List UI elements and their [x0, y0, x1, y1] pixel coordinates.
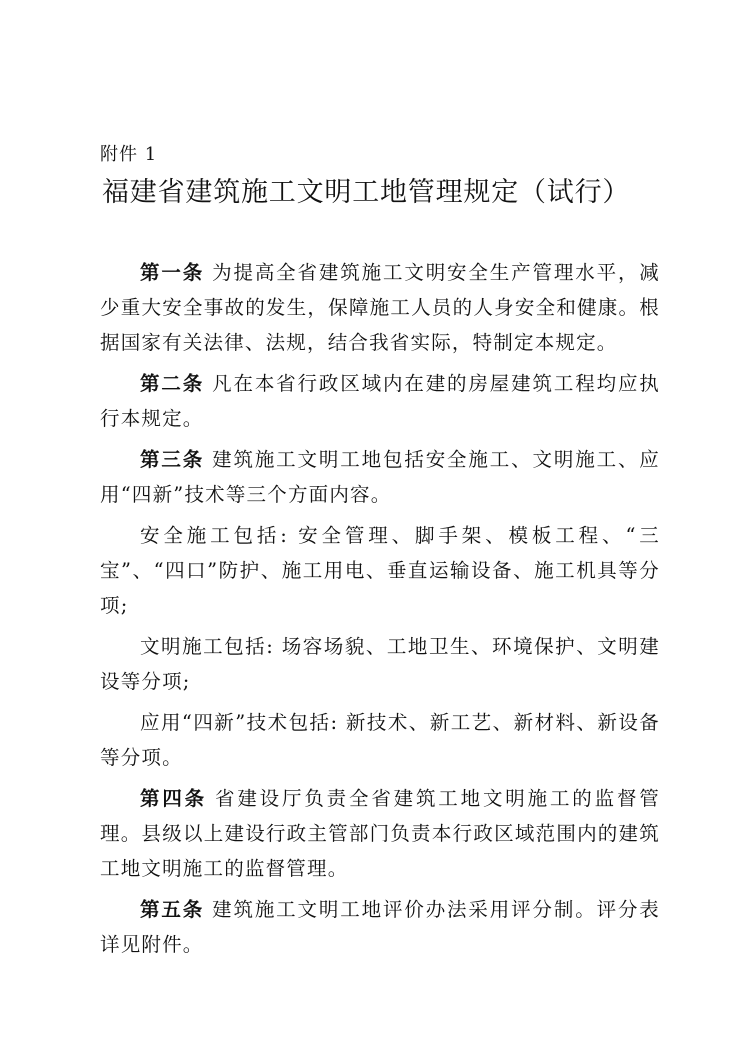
- article-4-label: 第四条: [140, 787, 207, 810]
- article-3-label: 第三条: [140, 448, 205, 471]
- article-1-text: 为提高全省建筑施工文明安全生产管理水平，减少重大安全事故的发生，保障施工人员的人身安全和健康。根据国家有关法律、法规，结合我省实际，特制定本规定。: [100, 261, 661, 354]
- article-2-text: 凡在本省行政区域内在建的房屋建筑工程均应执行本规定。: [100, 372, 661, 430]
- article-3-text: 建筑施工文明工地包括安全施工、文明施工、应用“四新”技术等三个方面内容。: [100, 448, 661, 506]
- sub-item-safety: 安全施工包括: 安全管理、脚手架、模板工程、“三宝”、“四口”防护、施工用电、垂直运输设备、施工机具等分项;: [100, 524, 660, 617]
- document-body: [100, 255, 660, 962]
- sub-item-civilized: 文明施工包括: 场容场貌、工地卫生、环境保护、文明建设等分项;: [100, 635, 660, 693]
- article-4: [100, 781, 660, 886]
- attachment-label: 附件 1: [100, 144, 158, 165]
- article-4-text: 省建设厅负责全省建筑工地文明施工的监督管理。县级以上建设行政主管部门负责本行政区域范围内的建筑工地文明施工的监督管理。: [100, 787, 660, 880]
- article-5-text: 建筑施工文明工地评价办法采用评分制。评分表详见附件。: [100, 898, 661, 956]
- sub-item-four-new: 应用“四新”技术包括: 新技术、新工艺、新材料、新设备等分项。: [100, 711, 660, 769]
- article-2: [100, 366, 660, 436]
- article-5-label: 第五条: [140, 898, 205, 921]
- document-title: 福建省建筑施工文明工地管理规定（试行）: [102, 177, 631, 208]
- article-1-label: 第一条: [140, 261, 205, 284]
- article-1: [100, 255, 660, 360]
- article-5: [100, 892, 660, 962]
- article-3: [100, 442, 660, 512]
- article-2-label: 第二条: [140, 372, 205, 395]
